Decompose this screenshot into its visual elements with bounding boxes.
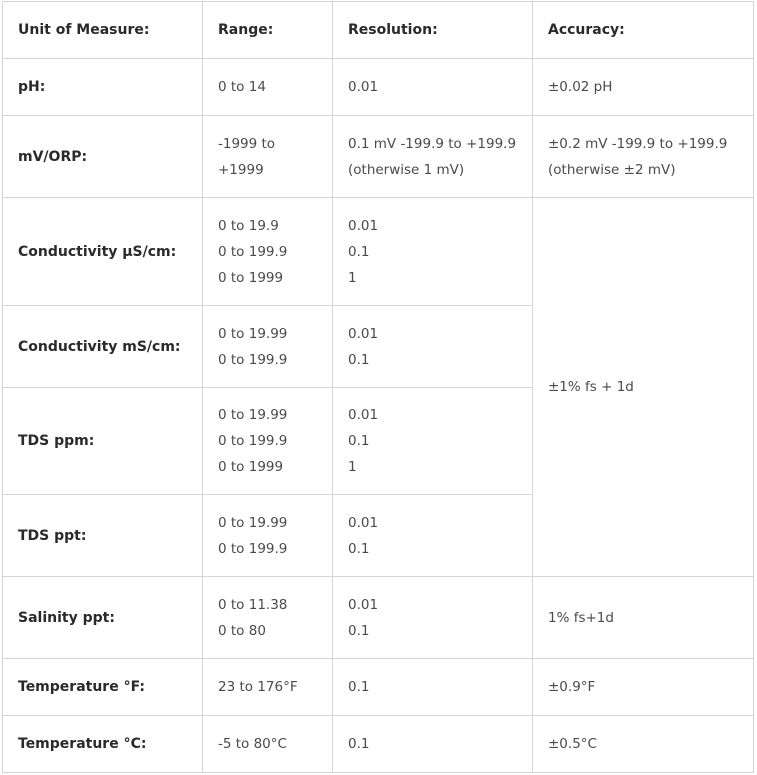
range-value: 0 to 199.9 <box>218 351 288 368</box>
range-value: +1999 <box>218 161 264 178</box>
row-accuracy <box>533 659 754 716</box>
resolution-value: 0.01 <box>348 407 379 423</box>
range-value: 0 to 1999 <box>218 269 284 286</box>
row-unit: TDS ppt: <box>3 495 203 577</box>
range-value: 0 to 199.9 <box>218 433 288 449</box>
resolution-value: 0.01 <box>348 596 379 613</box>
row-accuracy <box>533 116 754 198</box>
row-resolution <box>333 306 533 388</box>
row-resolution <box>333 59 533 116</box>
table-header-row <box>3 2 754 59</box>
row-range <box>203 659 333 716</box>
accuracy-value: ±0.2 mV -199.9 to +199.9 <box>548 135 728 152</box>
accuracy-value: ±0.02 pH <box>548 79 613 95</box>
shared-accuracy-cell: ±1% fs + 1d <box>533 198 754 577</box>
range-value: 0 to 14 <box>218 79 266 95</box>
table-row <box>3 659 754 716</box>
row-resolution <box>333 659 533 716</box>
row-resolution <box>333 116 533 198</box>
row-unit: Conductivity µS/cm: <box>3 198 203 306</box>
resolution-value: 0.1 <box>348 351 370 368</box>
resolution-value: 0.1 <box>348 679 370 695</box>
row-unit: Temperature °C: <box>3 716 203 773</box>
table-row <box>3 59 754 116</box>
row-resolution <box>333 495 533 577</box>
resolution-value: 0.01 <box>348 79 379 95</box>
range-value: 0 to 19.99 <box>218 325 288 342</box>
row-range <box>203 577 333 659</box>
row-range <box>203 306 333 388</box>
row-resolution <box>333 577 533 659</box>
row-unit: Conductivity mS/cm: <box>3 306 203 388</box>
row-unit: TDS ppm: <box>3 388 203 495</box>
row-range <box>203 198 333 306</box>
accuracy-value: (otherwise ±2 mV) <box>548 161 676 178</box>
resolution-value: 0.1 <box>348 736 370 752</box>
table-row <box>3 116 754 198</box>
range-value: -1999 to <box>218 135 276 152</box>
header-unit: Unit of Measure: <box>3 2 203 59</box>
specifications-table <box>2 1 754 773</box>
resolution-value: 0.1 <box>348 540 370 557</box>
resolution-value: 0.01 <box>348 514 379 531</box>
resolution-value: 0.1 mV -199.9 to +199.9 <box>348 135 517 152</box>
row-range <box>203 59 333 116</box>
row-range <box>203 388 333 495</box>
range-value: 0 to 11.38 <box>218 596 288 613</box>
accuracy-value: 1% fs+1d <box>548 609 614 626</box>
range-value: 0 to 199.9 <box>218 243 288 260</box>
accuracy-value: ±0.5°C <box>548 736 597 752</box>
range-value: 0 to 199.9 <box>218 540 288 557</box>
resolution-value: (otherwise 1 mV) <box>348 161 465 178</box>
row-resolution <box>333 388 533 495</box>
resolution-value: 1 <box>348 269 357 286</box>
range-value: 0 to 19.9 <box>218 217 279 234</box>
range-value: 0 to 19.99 <box>218 407 288 423</box>
resolution-value: 0.01 <box>348 325 379 342</box>
row-unit: mV/ORP: <box>3 116 203 198</box>
range-value: 23 to 176°F <box>218 679 298 695</box>
row-unit: pH: <box>3 59 203 116</box>
header-accuracy: Accuracy: <box>533 2 754 59</box>
row-unit: Temperature °F: <box>3 659 203 716</box>
accuracy-value: ±0.9°F <box>548 679 596 695</box>
resolution-value: 0.1 <box>348 622 370 639</box>
resolution-value: 0.1 <box>348 433 370 449</box>
range-value: -5 to 80°C <box>218 736 287 752</box>
header-resolution: Resolution: <box>333 2 533 59</box>
header-range: Range: <box>203 2 333 59</box>
table-row <box>3 716 754 773</box>
table-row <box>3 198 754 306</box>
table-row <box>3 577 754 659</box>
resolution-value: 0.1 <box>348 243 370 260</box>
resolution-value: 0.01 <box>348 217 379 234</box>
resolution-value: 1 <box>348 459 357 475</box>
row-range <box>203 495 333 577</box>
range-value: 0 to 80 <box>218 622 266 639</box>
row-resolution <box>333 716 533 773</box>
row-accuracy <box>533 577 754 659</box>
row-unit: Salinity ppt: <box>3 577 203 659</box>
range-value: 0 to 19.99 <box>218 514 288 531</box>
row-resolution <box>333 198 533 306</box>
row-range <box>203 116 333 198</box>
row-accuracy <box>533 59 754 116</box>
row-range <box>203 716 333 773</box>
row-accuracy <box>533 716 754 773</box>
range-value: 0 to 1999 <box>218 459 284 475</box>
